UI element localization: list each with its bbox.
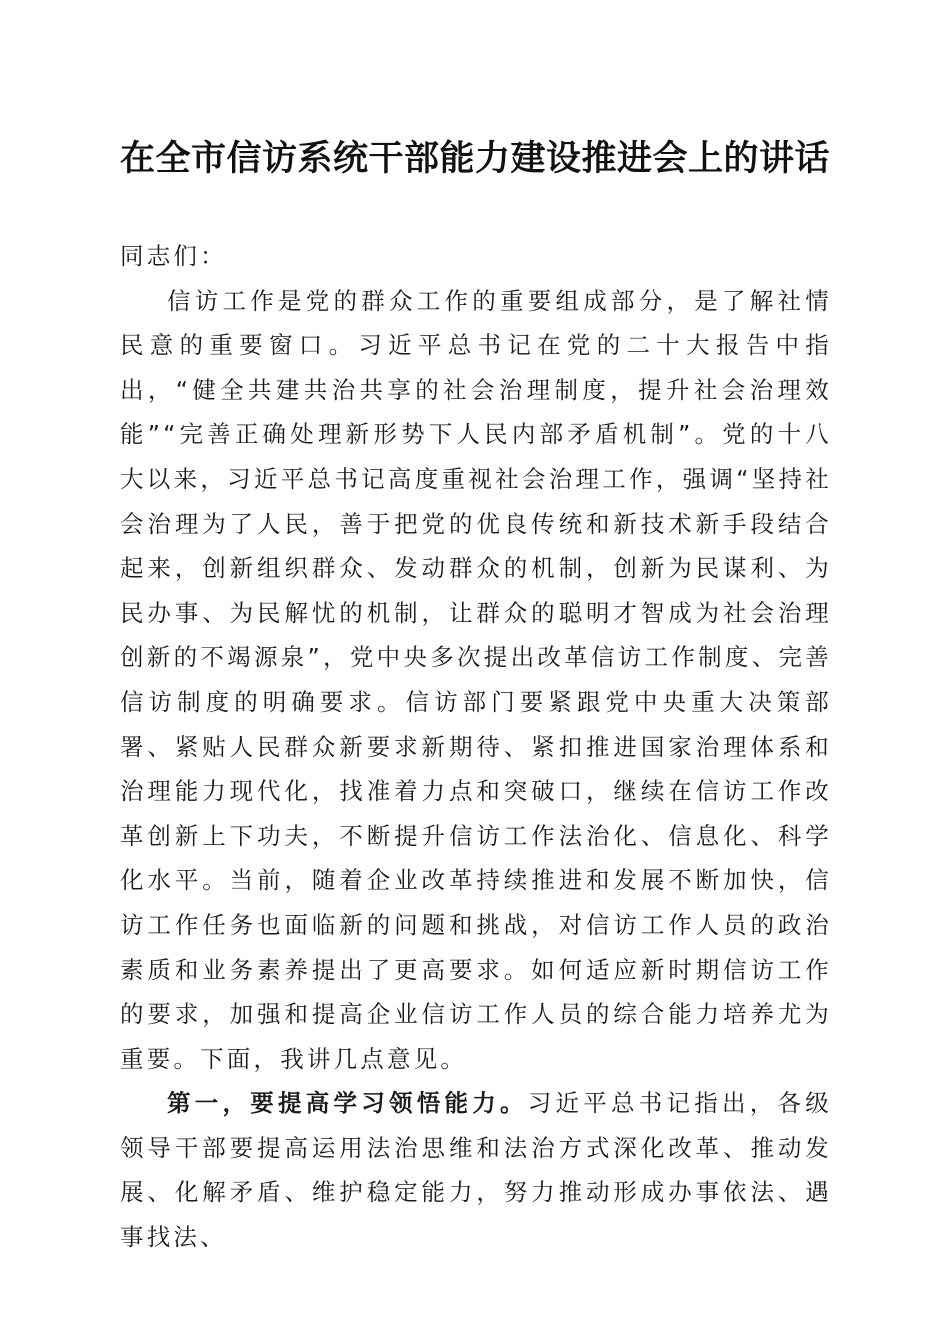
salutation: 同志们： xyxy=(120,242,227,270)
paragraph-lead: 第一，要提高学习领悟能力。 xyxy=(167,1089,528,1118)
paragraph-intro xyxy=(120,279,832,1082)
document-body xyxy=(120,234,832,1260)
document-title: 在全市信访系统干部能力建设推进会上的讲话 xyxy=(119,138,830,179)
paragraph-text: 信访工作是党的群众工作的重要组成部分，是了解社情民意的重要窗口。习近平总书记在党的二十大报告中指出，“健全共建共治共享的社会治理制度，提升社会治理效能”“完善正确处理新形势下人民内部矛盾机制”。党的十八大以来，习近平总书记高度重视社会治理工作，强调“坚持社会治理为了人民，善于把党的优良传统和新技术新手段结合起来，创新组织群众、发动群众的机制，创新为民谋利、为民办事、为民解忧的机制，让群众的聪明才智成为社会治理创新的不竭源泉”，党中央多次提出改革信访工作制度、完善信访制度的明确要求。信访部门要紧跟党中央重大决策部署、紧贴人民群众新要求新期待、紧扣推进国家治理体系和治理能力现代化，找准着力点和突破口，继续在信访工作改革创新上下功夫，不断提升信访工作法治化、信息化、科学化水平。当前，随着企业改革持续推进和发展不断加快，信访工作任务也面临新的问题和挑战，对信访工作人员的政治素质和业务素养提出了更高要求。如何适应新时期信访工作的要求，加强和提高企业信访工作人员的综合能力培养尤为重要。下面，我讲几点意见。 xyxy=(120,286,832,1073)
paragraph-text: 习近平总书记指出，各级领导干部要提高运用法治思维和法治方式深化改革、推动发展、化解矛盾、维护稳定能力，努力推动形成办事依法、遇事找法、 xyxy=(120,1089,832,1252)
paragraph-first-point xyxy=(120,1081,832,1259)
